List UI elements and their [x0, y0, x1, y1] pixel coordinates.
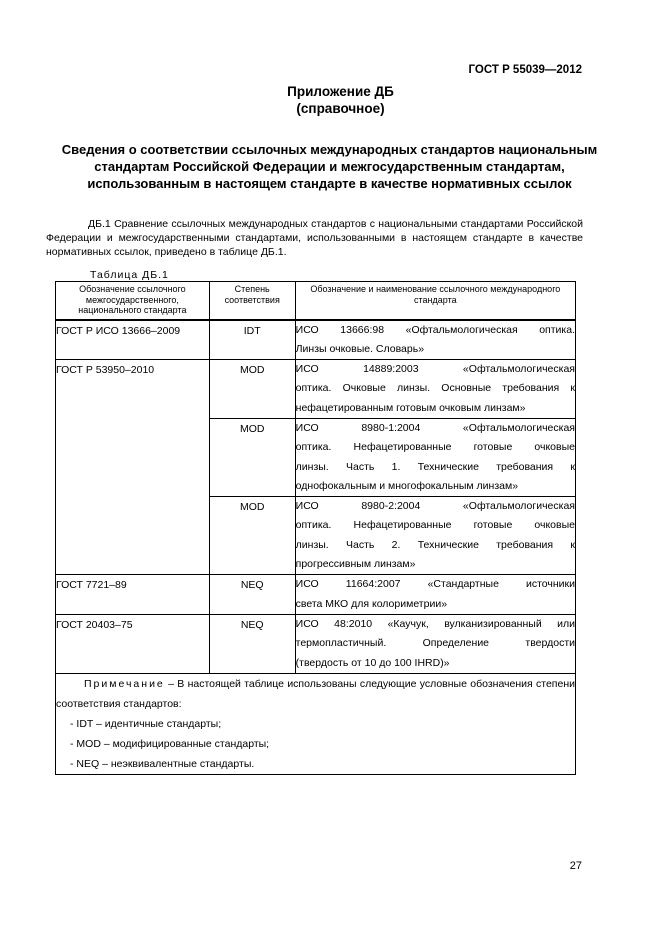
cell-line: однофокальным и многофокальным линзам» [295, 479, 519, 492]
cell-line: ИСО 14889:2003 «Офтальмологическая [295, 363, 575, 376]
note-item-mod: - MOD – модифицированные стандарты; [70, 737, 270, 750]
cell-line: прогрессивным линзам» [295, 558, 416, 571]
degree-cell: MOD [209, 360, 295, 419]
note-item-neq: - NEQ – неэквивалентные стандарты. [70, 757, 255, 770]
header-national-standard: Обозначение ссылочного межгосударственного, национального стандарта [56, 282, 210, 320]
header-degree: Степень соответствия [209, 282, 295, 320]
table-row [56, 575, 576, 615]
national-standard-cell: ГОСТ Р ИСО 13666–2009 [56, 320, 210, 360]
cell-line: оптика. Нефацетированные готовые очковые [295, 441, 575, 454]
international-standard-cell [295, 497, 575, 575]
table-note-row [56, 673, 576, 774]
cell-line: Линзы очковые. Словарь» [295, 342, 425, 355]
international-standard-cell [295, 320, 575, 360]
correspondence-table [55, 281, 576, 775]
table-row [56, 360, 576, 419]
table-note [56, 673, 576, 774]
cell-line: ИСО 8980-2:2004 «Офтальмологическая [295, 500, 575, 513]
cell-line: (твердость от 10 до 100 IHRD)» [295, 656, 450, 669]
national-standard-cell: ГОСТ Р 53950–2010 [56, 360, 210, 575]
appendix-title: Приложение ДБ [287, 84, 394, 99]
intro-paragraph: ДБ.1 Сравнение ссылочных международных стандартов с национальными стандартами Российской Федерации и межгосударственными стандартами, использованными в настоящем стандарте в качестве нормативных ссылок, приведено в таблице ДБ.1. [46, 218, 583, 258]
national-standard-cell: ГОСТ 7721–89 [56, 575, 210, 615]
cell-line: линзы. Часть 1. Технические требования к [295, 460, 575, 473]
note-text: – В настоящей таблице использованы следующие условные обозначения степени соответствия стандартов: [56, 677, 575, 710]
table-label: Таблица ДБ.1 [90, 269, 169, 281]
cell-line: термопластичный. Определение твердости [295, 637, 575, 650]
national-standard-cell: ГОСТ 20403–75 [56, 614, 210, 673]
cell-line: ИСО 11664:2007 «Стандартные источники [295, 578, 575, 591]
table-row [56, 614, 576, 673]
cell-line: нефацетированным готовым очковым линзам» [295, 401, 526, 414]
international-standard-cell [295, 614, 575, 673]
note-label: Примечание [84, 677, 165, 690]
table-header-row [56, 282, 576, 320]
cell-line: оптика. Очковые линзы. Основные требования к [295, 382, 575, 395]
cell-line: линзы. Часть 2. Технические требования к [295, 538, 575, 551]
page-number: 27 [569, 860, 582, 872]
cell-line: оптика. Нефацетированные готовые очковые [295, 519, 575, 532]
cell-line: света МКО для колориметрии» [295, 597, 448, 610]
cell-line: ИСО 13666:98 «Офтальмологическая оптика. [295, 323, 575, 336]
appendix-subtitle: (справочное) [296, 101, 385, 116]
cell-line: ИСО 48:2010 «Каучук, вулканизированный или [295, 617, 575, 630]
note-item-idt: - IDT – идентичные стандарты; [70, 717, 222, 730]
section-heading: Сведения о соответствии ссылочных международных стандартов национальным стандартам Российской Федерации и межгосударственным стандартам, использованным в настоящем стандарте в качестве нормативных ссылок [61, 142, 598, 191]
degree-cell: MOD [209, 497, 295, 575]
degree-cell: NEQ [209, 614, 295, 673]
degree-cell: NEQ [209, 575, 295, 615]
table-row [56, 320, 576, 360]
appendix-heading [0, 83, 661, 117]
international-standard-cell [295, 575, 575, 615]
degree-cell: IDT [209, 320, 295, 360]
international-standard-cell [295, 360, 575, 419]
document-code: ГОСТ Р 55039—2012 [468, 64, 582, 76]
degree-cell: MOD [209, 418, 295, 496]
header-international-standard: Обозначение и наименование ссылочного международного стандарта [295, 282, 575, 320]
cell-line: ИСО 8980-1:2004 «Офтальмологическая [295, 421, 575, 434]
international-standard-cell [295, 418, 575, 496]
note-intro [56, 674, 575, 714]
